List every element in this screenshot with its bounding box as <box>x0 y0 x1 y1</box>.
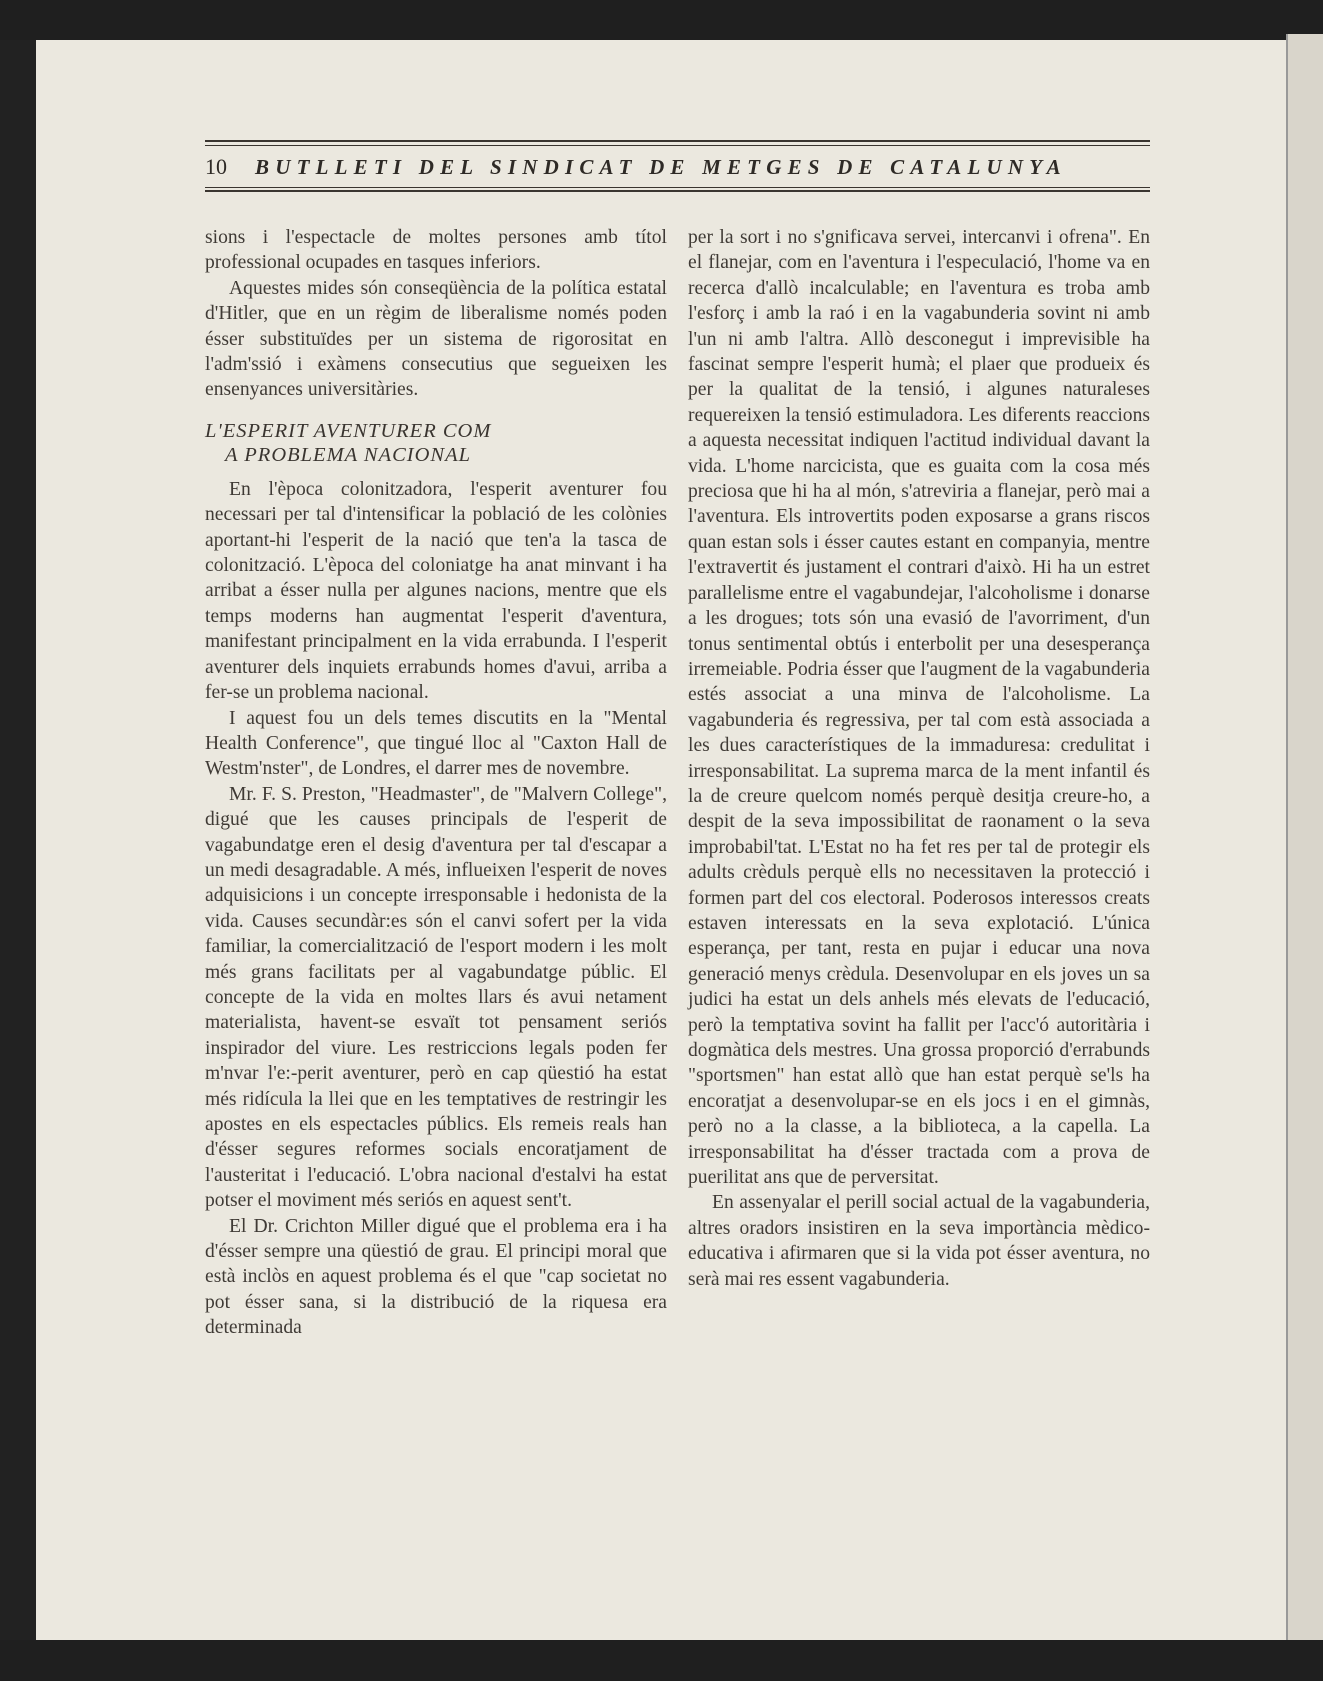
right-column <box>688 225 1150 1515</box>
header-rule-bottom <box>205 190 1150 192</box>
paragraph: per la sort i no s'gnificava servei, intercanvi i ofrena". En el flanejar, com en l'aventura i l'especulació, l'home va en recerca d'allò incalculable; en l'aventura es troba amb l'esforç i amb la raó i en la vagabunderia sovint ni amb l'un ni amb l'altra. Allò desconegut i imprevisible ha fascinat sempre l'esperit humà; el plaer que produeix és per la qualitat de la tensió, i algunes naturaleses requereixen la tensió estimuladora. Les diferents reaccions a aquesta necessitat indiquen l'actitud individual davant la vida. L'home narcicista, que es guaita com la cosa més preciosa que hi ha al món, s'atreviria a flanejar, però mai a l'aventura. Els introvertits poden exposarse a grans riscos quan estan sols i ésser cautes estant en companyia, mentre l'extravertit és justament el contrari d'això. Hi ha un estret parallelisme entre el vagabundejar, l'alcoholisme i donarse a les drogues; tots són una evasió de l'avorriment, d'un tonus sentimental obtús i enterbolit per una desesperança irremeiable. Podria ésser que l'augment de la vagabunderia estés associat a una minva de l'alcoholisme. La vagabunderia és regressiva, per tal com està associada a les dues característiques de la immaduresa: credulitat i irresponsabilitat. La suprema marca de la ment infantil és la de creure quelcom només perquè desitja creure-ho, a despit de la seva impossibilitat de raonament o la seva improbabil'tat. L'Estat no ha fet res per tal de protegir els adults crèduls perquè ells no necessitaven la protecció i formen part del cos electoral. Poderosos interessos creats estaven interessats en la seva explotació. L'única esperança, per tant, resta en pujar i educar una nova generació menys crèdula. Desenvolupar en els joves un sa judici ha estat un dels anhels més elevats de l'educació, però la temptativa sovint ha fallit per l'acc'ó autoritària i dogmàtica dels mestres. Una grossa proporció d'errabunds "sportsmen" han estat allò que han estat perquè se'ls ha encoratjat a desenvolupar-se en els jocs i en el gimnàs, però no a la classe, a la biblioteca, a la capella. La irresponsabilitat ha d'ésser tractada com a prova de puerilitat ans que de perversitat. <box>688 227 1150 1189</box>
paragraph: En l'època colonitzadora, l'esperit aventurer fou necessari per tal d'intensificar la població de les colònies aportant-hi l'esperit de la nació que ten'a la tasca de colonització. L'època del coloniatge ha anat minvant i ha arribat a ésser nulla per algunes nacions, mentre que els temps moderns han augmentat l'esperit d'aventura, manifestant principalment en la vida errabunda. I l'esperit aventurer dels inquiets errabunds homes d'avui, arriba a fer-se un problema nacional. <box>205 478 667 704</box>
header-rule-top <box>205 140 1150 142</box>
header-rule-top-thin <box>205 145 1150 146</box>
adjacent-page-edge <box>1286 34 1323 1644</box>
header-row <box>205 152 1150 182</box>
article-body <box>205 225 1150 1515</box>
header-rule-bottom-thin <box>205 187 1150 188</box>
scan-background-bottom <box>0 1640 1323 1681</box>
left-column <box>205 225 667 1515</box>
section-heading-line: A PROBLEMA NACIONAL <box>225 443 472 466</box>
journal-title: BUTLLETI DEL SINDICAT DE METGES DE CATALUNYA <box>255 154 1067 179</box>
paragraph: sions i l'espectacle de moltes persones amb títol professional ocupades en tasques inferiors. <box>205 227 667 274</box>
running-header <box>205 140 1150 196</box>
paragraph: El Dr. Crichton Miller digué que el problema era i ha d'ésser sempre una qüestió de grau. El principi moral que està inclòs en aquest problema és el que "cap societat no pot ésser sana, si la distribució de la riquesa era determinada <box>205 1215 667 1339</box>
page-number: 10 <box>205 154 227 179</box>
scan-background-top <box>0 0 1323 40</box>
section-heading <box>205 419 667 467</box>
section-heading-line: L'ESPERIT AVENTURER COM <box>205 419 492 442</box>
paragraph: Aquestes mides són conseqüència de la política estatal d'Hitler, que en un règim de liberalisme només poden ésser substituïdes per un sistema de rigorositat en l'adm'ssió i exàmens consecutius que segueixen les ensenyances universitàries. <box>205 277 667 401</box>
paragraph: I aquest fou un dels temes discutits en la "Mental Health Conference", que tingué lloc al "Caxton Hall de Westm'nster", de Londres, el darrer mes de novembre. <box>205 707 667 780</box>
paragraph: Mr. F. S. Preston, "Headmaster", de "Malvern College", digué que les causes principals de l'esperit de vagabundatge eren el desig d'aventura per tal d'escapar a un medi desagradable. A més, influeixen l'esperit de noves adquisicions i un concepte irresponsable i hedonista de la vida. Causes secundàr:es són el canvi sofert per la vida familiar, la comercialització de l'esport modern i les molt més grans facilitats per al vagabundatge públic. El concepte de la vida en moltes llars és avui netament materialista, havent-se esvaït tot pensament seriós inspirador del viure. Les restriccions legals poden fer m'nvar l'e:-perit aventurer, però en cap qüestió ha estat més ridícula la llei que en les temptatives de restringir les apostes en els espectacles públics. Els remeis reals han d'ésser segures reformes socials encoratjament de l'austeritat i l'educació. L'obra nacional d'estalvi ha estat potser el moviment més seriós en aquest sent't. <box>205 783 667 1212</box>
paragraph: En assenyalar el perill social actual de la vagabunderia, altres oradors insistiren en la seva importància mèdico-educativa i afirmaren que si la vida pot ésser aventura, no serà mai res essent vagabunderia. <box>688 1192 1150 1290</box>
